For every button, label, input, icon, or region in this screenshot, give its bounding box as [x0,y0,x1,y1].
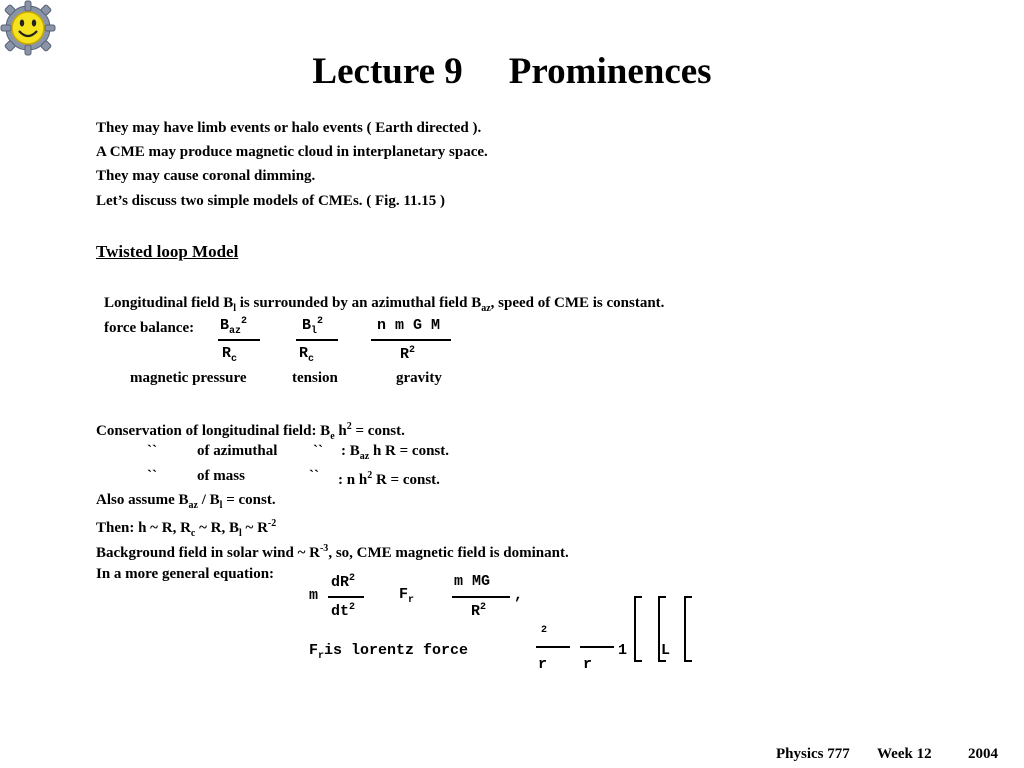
conservation-line-3-label: of mass [197,468,245,484]
eq2-sq-numerator: 2 [541,625,548,636]
eq2-comma: , [514,587,524,604]
conservation-line-2-label: of azimuthal [197,443,278,459]
eq1-fraction-bar-2 [296,339,338,341]
intro-line-2: A CME may produce magnetic cloud in interplanetary space. [96,144,488,160]
eq2-dt2: $dt^2$ [331,602,356,620]
eq2-dr-denominator-2: r [583,656,593,673]
conservation-line-3-ditto: `` [147,468,157,484]
label-tension: tension [292,370,338,386]
force-balance-label: force balance: [104,320,195,336]
conservation-line-2-ditto: `` [147,443,157,459]
smiley-logo-icon [0,0,56,56]
section-heading: Twisted loop Model [96,242,239,261]
eq2-force-Fr: $F_r$ [399,586,415,606]
background-field-line: Background field in solar wind ~ $R^{-3}$, so, CME magnetic field is dominant. [96,543,569,561]
assume-line: Also assume $B_{az} / B_l$ = const. [96,492,276,511]
label-magnetic-pressure: magnetic pressure [130,370,247,386]
footer-course: Physics 777 [776,746,850,762]
conservation-line-1: Conservation of longitudinal field: $B_e$ $h^2$ = const. [96,421,405,442]
intro-line-3: They may cause coronal dimming. [96,168,316,184]
eq1-bl-numerator: $B_l^2$ [302,316,324,337]
general-equation-label: In a more general equation: [96,566,275,582]
eq1-fraction-bar-1 [218,339,260,341]
eq1-rc-denominator-1: $R_c$ [222,345,238,365]
eq2-fraction-bar-3 [536,646,570,648]
eq1-fraction-bar-3 [371,339,451,341]
eq2-dr-denominator-1: r [538,656,548,673]
conservation-line-3-ditto-2: `` [309,468,319,484]
bracket-left-1 [634,596,642,662]
eq2-fraction-bar-4 [580,646,614,648]
eq2-mass: m [309,587,319,604]
eq2-one: 1 [618,642,628,659]
intro-line-4: Let’s discuss two simple models of CMEs. ( Fig. 11.15 ) [96,193,446,209]
label-gravity: gravity [396,370,442,386]
eq2-L: L [661,642,671,659]
conservation-line-2-ditto-2: `` [313,443,323,459]
conservation-line-2-eq: : $B_{az}$ h R = const. [341,443,450,462]
footer-year: 2004 [968,746,998,762]
then-line: Then: h ~ R, $R_c$ ~ R, $B_l$ ~ $R^{-2}$ [96,518,277,539]
eq1-baz-numerator: $B_{az}^2$ [220,316,248,337]
eq1-rc-denominator-2: $R_c$ [299,345,315,365]
conservation-line-3-eq: : n $h^2$ R = const. [338,470,440,488]
eq1-r2-denominator: $R^2$ [400,345,416,363]
bracket-left-3 [684,596,692,662]
page-title: Lecture 9 Prominences [312,51,712,92]
bracket-left-2 [658,596,666,662]
intro-line-1: They may have limb events or halo events ( Earth directed ). [96,120,482,136]
eq1-nmgm-numerator: n m G M [377,317,441,334]
eq2-fraction-bar-2 [452,596,510,598]
footer-week: Week 12 [877,746,932,762]
eq2-dR2: $dR^2$ [331,573,356,591]
model-description: Longitudinal field $B_l$ is surrounded by an azimuthal field $B_{az}$, speed of CME is constant. [104,295,665,314]
eq2-fraction-bar-1 [328,596,364,598]
eq2-R2: $R^2$ [471,602,487,620]
eq2-mMG: m MG [454,573,491,590]
lorentz-force-definition: $F_ris$ lorentz force [309,642,469,662]
